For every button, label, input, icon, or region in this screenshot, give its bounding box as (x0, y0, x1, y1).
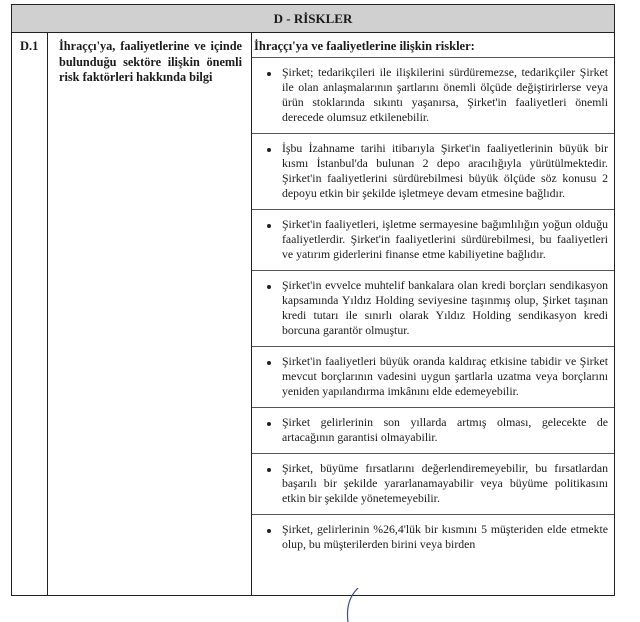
risk-text: Şirket'in faaliyetleri, işletme sermayesine bağımlılığın yoğun olduğu faaliyetlerdir. Şirket'in faaliyetlerini sürdürebilmesi, bu faaliyetleri ve yatırım giderlerini finanse etme kabiliyetine bağlıdır. (282, 217, 608, 261)
section-header: D - RİSKLER (12, 5, 614, 33)
risk-table (11, 4, 615, 596)
list-item (252, 453, 615, 514)
risks-heading: İhraççı'ya ve faaliyetlerine ilişkin riskler: (254, 39, 475, 53)
risk-text: Şirket, gelirlerinin %26,4'lük bir kısmını 5 müşteriden elde etmekte olup, bu müşterilerden birini veya birden (282, 522, 608, 551)
bullet-icon (267, 529, 271, 533)
signature-mark (336, 588, 376, 622)
risk-text: Şirket'in evvelce muhtelif bankalara olan kredi borçları sendikasyon kapsamında Yıldız Holding seviyesine taşınmış olup, Şirket taşınan kredi tutarı ile sınırlı olarak Yıldız Holding sendikasyon kredi borcuna garantör olmuştur. (282, 278, 608, 337)
list-item (252, 514, 615, 560)
column-divider-1 (47, 33, 48, 595)
risk-text: Şirket'in faaliyetleri büyük oranda kaldıraç etkisine tabidir ve Şirket mevcut borçlarının vadesini uygun şartlarla uzatma veya borçlarını yeniden yapılandırma imkânını elde edemeyebilir. (282, 354, 608, 398)
bullet-icon (267, 468, 271, 472)
bullet-icon (267, 148, 271, 152)
list-item (252, 57, 615, 133)
bullet-icon (267, 361, 271, 365)
risk-text: Şirket, büyüme fırsatlarını değerlendiremeyebilir, bu fırsatlardan başarılı bir şekilde yararlanamayabilir veya büyüme politikasını etkin bir şekilde yönetemeyebilir. (282, 461, 608, 505)
bullet-icon (267, 72, 271, 76)
risk-text: İşbu İzahname tarihi itibarıyla Şirket'in faaliyetlerinin büyük bir kısmı İstanbul'da bulunan 2 depo aracılığıyla yürütülmektedir. Şirket'in faaliyetlerini sürdürebilmesi büyük ölçüde söz konusu 2 depoyu etkin bir şekilde işletmeye devam etmesine bağlıdır. (282, 141, 608, 200)
list-item (252, 407, 615, 453)
list-item (252, 346, 615, 407)
row-code: D.1 (20, 39, 39, 53)
list-item (252, 270, 615, 346)
list-item (252, 209, 615, 270)
list-item (252, 133, 615, 209)
risk-list (252, 57, 615, 560)
risk-text: Şirket; tedarikçileri ile ilişkilerini sürdüremezse, tedarikçiler Şirket ile olan anlaşmalarının şartlarını önemli ölçüde değiştirirlerse veya ürün stoklarında sıkıntı yaşanırsa, Şirket'in faaliyetleri önemli derecede olumsuz etkilenebilir. (282, 65, 608, 124)
row-title: İhraççı'ya, faaliyetlerine ve içinde bulunduğu sektöre ilişkin önemli risk faktörleri hakkında bilgi (59, 39, 242, 84)
bullet-icon (267, 224, 271, 228)
bullet-icon (267, 422, 271, 426)
risk-text: Şirket gelirlerinin son yıllarda artmış olması, gelecekte de artacağının garantisi olmayabilir. (282, 415, 608, 444)
bullet-icon (267, 285, 271, 289)
